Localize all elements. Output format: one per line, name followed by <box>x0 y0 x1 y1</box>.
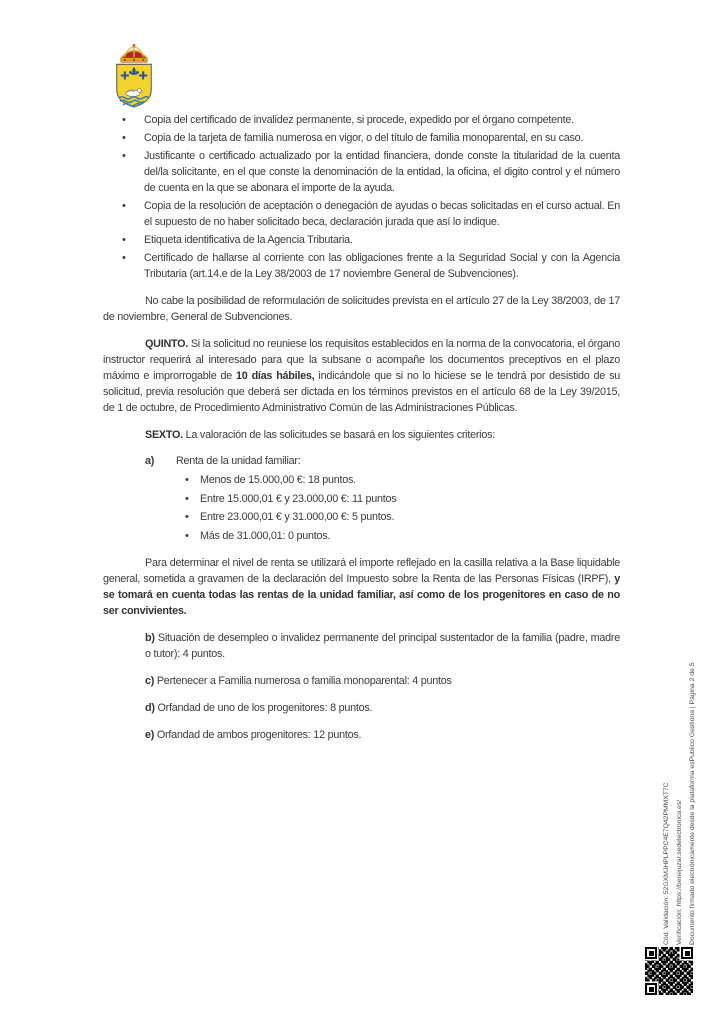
list-item-text: Justificante o certificado actualizado por la entidad financiera, donde conste la titularidad de la cuenta del/la solicitante, en el que conste la denominación de la entidad, la oficina, el digito control y el número de cuenta en la que se abonara el importe de la ayuda. <box>144 150 620 194</box>
list-item-text: Certificado de hallarse al corriente con las obligaciones frente a la Seguridad Social y con la Agencia Tributaria (art.14.e de la Ley 38/2003 de 17 noviembre General de Subvenciones). <box>144 252 620 280</box>
list-item-certificado-corriente <box>103 250 620 282</box>
list-item-text: Copia de la tarjeta de familia numerosa en vigor, o del título de familia monoparental, en su caso. <box>144 132 584 144</box>
bullet-icon: • <box>122 114 126 126</box>
required-documents-list <box>103 112 620 282</box>
criterion-e-letter: e) <box>145 728 155 741</box>
validation-code: Cód. Validación: 52GXMJHPLPPC4E7Q42PMMXT7C <box>663 782 670 945</box>
list-item-resolucion-becas <box>103 198 620 230</box>
income-brackets-list <box>103 472 620 544</box>
coat-of-arms-graphic <box>112 44 156 108</box>
list-item-invalidez <box>103 112 620 128</box>
income-bracket-text: Más de 31.000,01: 0 puntos. <box>200 529 331 542</box>
bullet-icon: • <box>185 492 189 505</box>
criterion-e-text: Orfandad de ambos progenitores: 12 puntos. <box>154 728 362 741</box>
benejuzar-coat-of-arms-icon <box>112 44 156 108</box>
income-bracket-2 <box>103 491 620 507</box>
criterion-b-text: Situación de desempleo o invalidez permanente del principal sustentador de la familia (padre, madre o tutor): 4 puntos. <box>145 631 620 660</box>
renta-body: Para determinar el nivel de renta se utilizará el importe reflejado en la casilla relativa a la Base liquidable general, sometida a gravamen de la declaración del Impuesto sobre la Renta de las Personas Físicas (IRPF), <box>103 556 620 585</box>
document-body <box>103 112 620 743</box>
quinto-body-2: indicándole que si no lo hiciese se le tendrá por desistido de su solicitud, previa resolución que deberá ser dictada en los términos previstos en el artículo 68 de la Ley 39/2015, de 1 de octubre, de Procedimiento Administrativo Común de las Administraciones Públicas. <box>103 370 620 414</box>
income-bracket-1 <box>103 472 620 488</box>
list-item-etiqueta-agencia <box>103 232 620 248</box>
paragraph-sexto <box>103 427 620 443</box>
criterion-d-text: Orfandad de uno de los progenitores: 8 puntos. <box>154 701 373 714</box>
bullet-icon: • <box>122 234 126 246</box>
income-bracket-text: Menos de 15.000,00 €: 18 puntos. <box>200 474 356 486</box>
signature-note: Documento firmado electrónicamente desde la plataforma esPublico Gestiona | Página 2 de 5 <box>689 662 696 945</box>
bullet-icon: • <box>122 150 126 162</box>
criterion-c-letter: c) <box>145 674 155 687</box>
quinto-heading: QUINTO. <box>145 338 189 350</box>
bullet-icon: • <box>122 132 126 144</box>
criterion-e <box>145 727 620 743</box>
paragraph-renta <box>103 555 620 619</box>
bullet-icon: • <box>122 200 126 212</box>
bullet-icon: • <box>122 252 126 264</box>
list-item-text: Etiqueta identificativa de la Agencia Tributaria. <box>144 234 353 246</box>
paragraph-quinto <box>103 336 620 416</box>
verification-url: Verificación: https://benejuzar.sedelectronica.es/ <box>676 799 683 945</box>
criterion-b <box>145 630 620 662</box>
list-item-text: Copia de la resolución de aceptación o denegación de ayudas o becas solicitadas en el curso actual. En el supuesto de no haber solicitado beca, declaración jurada que así lo indique. <box>144 200 620 228</box>
sexto-body: La valoración de las solicitudes se basará en los siguientes criterios: <box>182 429 495 441</box>
quinto-deadline-bold: 10 días hábiles, <box>236 370 315 382</box>
income-bracket-text: Entre 23.000,01 € y 31.000,00 €: 5 puntos. <box>200 511 395 523</box>
renta-bold: y se tomará en cuenta todas las rentas de la unidad familiar, así como de los progenitores en caso de no ser convivientes. <box>103 572 620 617</box>
list-item-familia-numerosa <box>103 130 620 146</box>
bullet-icon: • <box>185 511 189 523</box>
criterion-d-letter: d) <box>145 701 155 714</box>
criterion-a <box>103 453 620 469</box>
income-bracket-text: Entre 15.000,01 € y 23.000,00 €: 11 puntos <box>200 492 397 505</box>
paragraph-no-reformulation: No cabe la posibilidad de reformulación de solicitudes prevista en el artículo 27 de la Ley 38/2003, de 17 de noviembre, General de Subvenciones. <box>103 295 620 323</box>
qr-finder-icon <box>645 983 657 995</box>
list-item-justificante-bancario <box>103 148 620 196</box>
criterion-a-title: Renta de la unidad familiar: <box>176 455 301 467</box>
bullet-icon: • <box>185 474 189 486</box>
quinto-body-1: Si la solicitud no reuniese los requisitos establecidos en la norma de la convocatoria, el órgano instructor requerirá al interesado para que la subsane o acompañe los documentos preceptivos en el plazo máximo e improrrogable de <box>103 338 620 382</box>
qr-finder-icon <box>645 947 657 959</box>
sexto-heading: SEXTO. <box>145 429 183 441</box>
income-bracket-3 <box>103 509 620 525</box>
criterion-d <box>145 700 620 716</box>
qr-finder-icon <box>681 947 693 959</box>
criterion-b-letter: b) <box>145 631 155 644</box>
income-bracket-4 <box>103 528 620 544</box>
criterion-c-text: Pertenecer a Familia numerosa o familia monoparental: 4 puntos <box>154 674 452 687</box>
criterion-c <box>145 673 620 689</box>
signature-validation-strip <box>660 585 700 945</box>
list-item-text: Copia del certificado de invalidez permanente, si procede, expedido por el órgano competente. <box>144 114 574 126</box>
bullet-icon: • <box>185 529 189 542</box>
criterion-a-letter: a) <box>145 455 155 467</box>
qr-code <box>645 947 693 995</box>
